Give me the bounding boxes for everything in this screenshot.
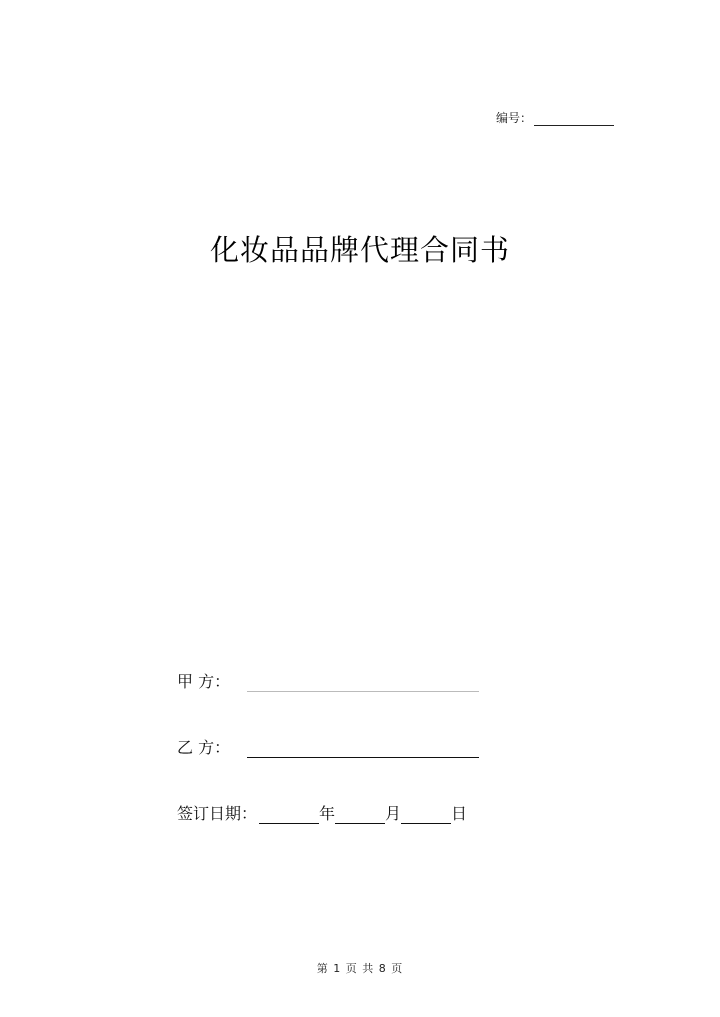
month-blank — [335, 803, 385, 824]
year-label: 年 — [319, 804, 336, 823]
document-number-blank — [534, 112, 614, 126]
document-number — [496, 109, 614, 126]
signing-date-row — [177, 801, 467, 824]
day-blank — [401, 803, 451, 824]
party-b-label: 乙 方： — [177, 738, 231, 757]
party-b-row — [177, 735, 479, 758]
party-a-row — [177, 669, 479, 692]
page-footer: 第 1 页 共 8 页 — [316, 962, 404, 975]
party-a-blank — [247, 671, 479, 692]
party-b-blank — [247, 737, 479, 758]
page-title: 化妆品品牌代理合同书 — [209, 233, 510, 267]
month-label: 月 — [385, 804, 402, 823]
signing-date-label: 签订日期： — [177, 804, 258, 823]
party-a-label: 甲 方： — [177, 672, 231, 691]
year-blank — [259, 803, 319, 824]
document-number-label: 编号： — [496, 111, 533, 125]
day-label: 日 — [451, 804, 468, 823]
